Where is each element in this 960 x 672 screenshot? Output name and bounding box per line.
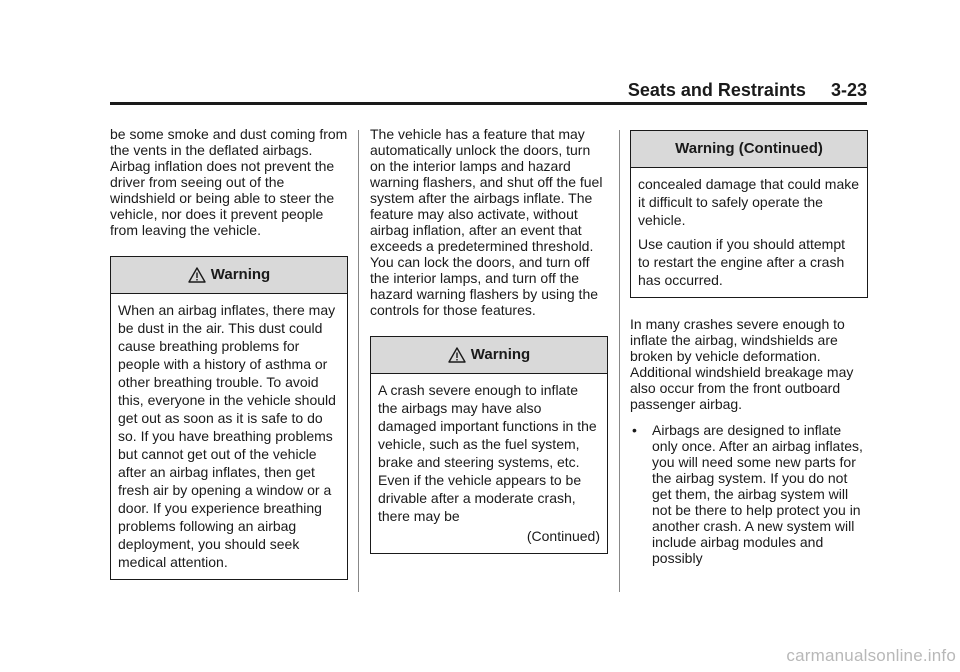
warning-box [370,336,608,554]
warning-body [371,374,607,553]
column-3 [630,126,868,566]
column-2 [370,126,608,554]
column-1 [110,126,348,580]
body-paragraph: In many crashes severe enough to inflate the airbag, windshields are broken by vehicle deformation. Additional windshield breakage may also occur from the front outboard passenger airbag. [630,316,854,412]
header-title [628,80,867,101]
warning-header [631,131,867,168]
bullet-symbol: • [632,422,637,438]
warning-text: concealed damage that could make it difficult to safely operate the vehicle. [638,176,860,228]
bullet-text: Airbags are designed to inflate only once. After an airbag inflates, you will need some new parts for the airbag system. If you do not get them, the airbag system will not be there to help protect you in another crash. A new system will include airbag modules and possibly [652,422,863,566]
page-number: 3-23 [830,80,867,100]
body-paragraph: be some smoke and dust coming from the vents in the deflated airbags. Airbag inflation does not prevent the driver from seeing out of the windshield or being able to steer the vehicle, nor does it prevent people from leaving the vehicle. [110,126,348,238]
section-title: Seats and Restraints [627,80,806,100]
bullet-item [630,422,868,566]
warning-triangle-icon [448,347,466,363]
warning-triangle-icon [188,267,206,283]
column-divider [619,130,620,592]
column-divider [358,130,359,592]
page-header [110,80,867,102]
warning-title: Warning [470,346,531,363]
warning-header [111,257,347,294]
warning-header [371,337,607,374]
warning-text: Use caution if you should attempt to restart the engine after a crash has occurred. [638,236,846,288]
body-paragraph: The vehicle has a feature that may automatically unlock the doors, turn on the interior lamps and hazard warning flashers, and shut off the fuel system after the airbags inflate. The feature may also activate, without airbag inflation, after an event that exceeds a predetermined threshold. You can lock the doors, and turn off the interior lamps, and turn off the hazard warning flashers by using the controls for those features. [370,126,603,318]
header-rule [110,102,867,105]
warning-title: Warning (Continued) [675,140,823,157]
warning-body [631,168,867,297]
warning-body [111,294,347,579]
watermark: carmanualsonline.info [786,646,956,665]
warning-box [110,256,348,580]
continued-label: (Continued) [526,528,600,544]
warning-box-continued [630,130,868,298]
warning-title: Warning [210,266,271,283]
warning-text: A crash severe enough to inflate the airbags may have also damaged important functions in the vehicle, such as the fuel system, brake and steering systems, etc. Even if the vehicle appears to be drivable after a moderate crash, there may be [378,382,597,524]
warning-text: When an airbag inflates, there may be dust in the air. This dust could cause breathing problems for people with a history of asthma or other breathing trouble. To avoid this, everyone in the vehicle should get out as soon as it is safe to do so. If you have breathing problems but cannot get out of the vehicle after an airbag inflates, then get fresh air by opening a window or a door. If you experience breathing problems following an airbag deployment, you should seek medical attention. [118,302,336,570]
